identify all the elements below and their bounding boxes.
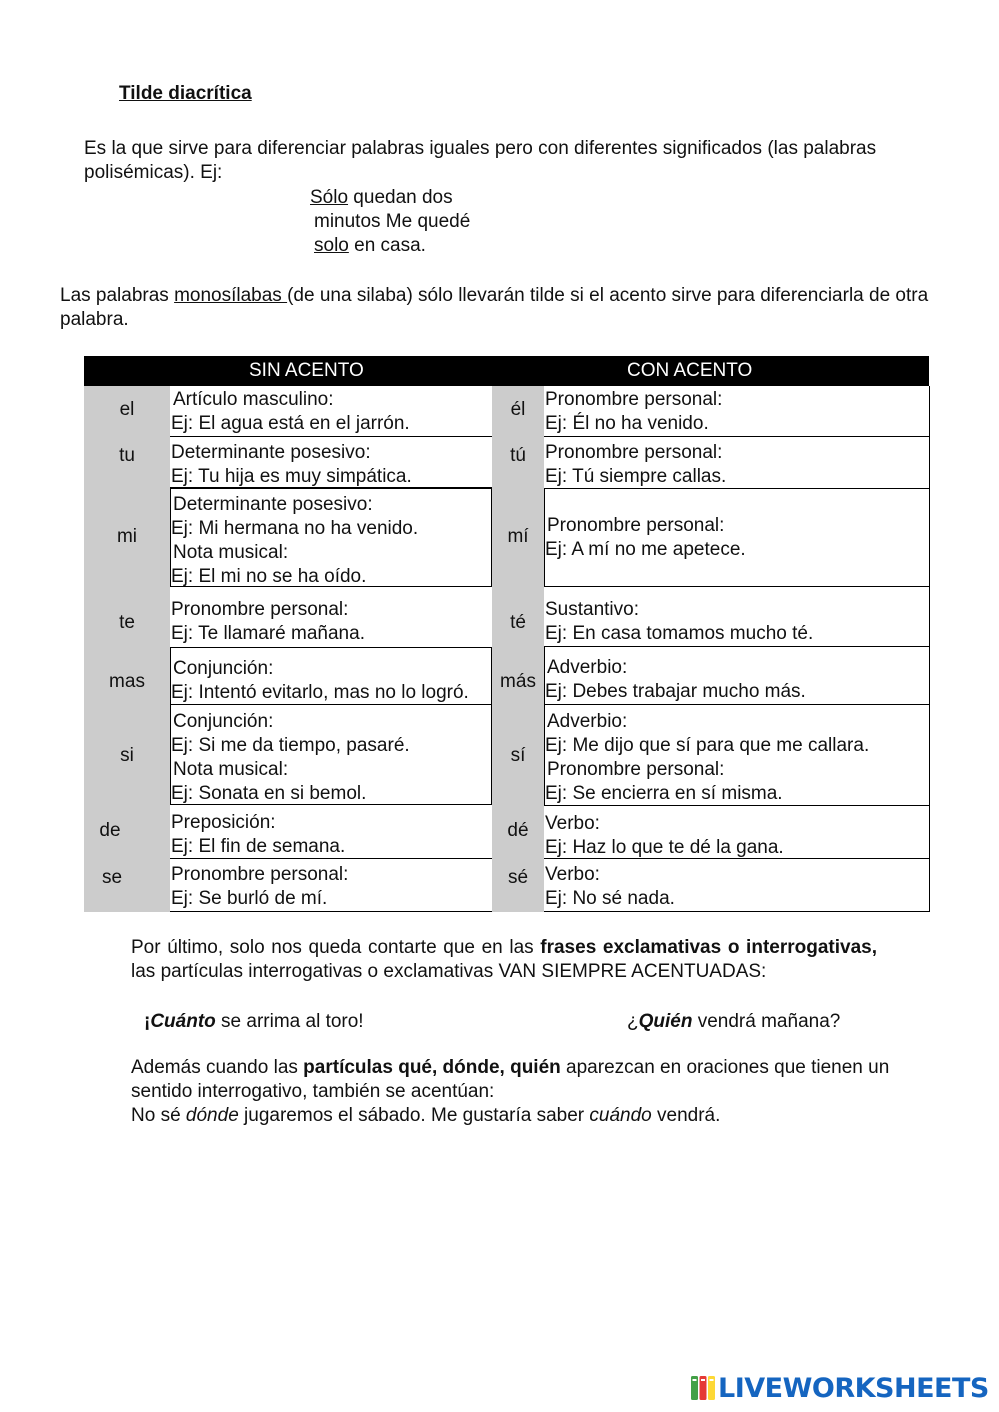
header-sin-acento: SIN ACENTO — [249, 360, 364, 381]
word-accented: más — [500, 671, 536, 692]
word-unaccented: te — [119, 612, 135, 633]
word-accented: té — [510, 612, 526, 633]
example-text: minutos Me quedé — [314, 211, 471, 232]
word-unaccented: tu — [119, 445, 135, 466]
word-unaccented: de — [99, 820, 121, 841]
table-row — [84, 437, 930, 488]
word-accented: mí — [507, 526, 529, 547]
word-unaccented: mas — [109, 671, 145, 692]
brand-name: LIVEWORKSHEETS — [718, 1373, 989, 1404]
word-unaccented: si — [120, 745, 134, 766]
word-unaccented: el — [119, 399, 135, 420]
question-example: ¿Quién vendrá mañana? — [627, 1011, 841, 1032]
intro-paragraph: Es la que sirve para diferenciar palabras iguales pero con diferentes significados (las palabras polisémicas). Ej: — [84, 138, 877, 183]
example-word-solo-accented: Sólo — [310, 187, 349, 208]
definition-cell: Pronombre personal: Ej: Tú siempre callas. — [544, 437, 930, 488]
definition-cell: Determinante posesivo: Ej: Mi hermana no ha venido. Nota musical: Ej: El mi no se ha oído. — [170, 488, 492, 587]
table-row — [84, 587, 930, 647]
extra-paragraph: Además cuando las partículas qué, dónde, quién aparezcan en oraciones que tienen un sentido interrogativo, también se acentúan: No sé dónde jugaremos el sábado. Me gustaría saber cuándo vendrá. — [131, 1057, 890, 1126]
definition-cell: Preposición: Ej: El fin de semana. — [170, 805, 492, 859]
word-accented: sé — [507, 867, 529, 888]
example-text: quedan dos — [348, 187, 453, 208]
definition-cell: Pronombre personal: Ej: Te llamaré mañana. — [171, 599, 365, 644]
definition-cell: Pronombre personal: Ej: Él no ha venido. — [544, 386, 930, 437]
definition-cell: Conjunción: Ej: Si me da tiempo, pasaré. Nota musical: Ej: Sonata en si bemol. — [170, 705, 492, 805]
word-unaccented: se — [101, 867, 123, 888]
word-accented: él — [510, 399, 526, 420]
table-row — [84, 705, 930, 805]
definition-cell: Conjunción: Ej: Intentó evitarlo, mas no lo logró. — [170, 647, 492, 705]
table-row — [84, 805, 930, 859]
definition-cell: Adverbio: Ej: Me dijo que sí para que me callara. Pronombre personal: Ej: Se encierra en sí misma. — [544, 705, 930, 805]
word-accented: tú — [510, 445, 526, 466]
table-row — [84, 386, 930, 437]
definition-cell: Pronombre personal: Ej: Se burló de mí. — [170, 859, 492, 912]
definition-cell: Adverbio: Ej: Debes trabajar mucho más. — [544, 647, 930, 705]
example-text: en casa. — [348, 235, 426, 256]
table-header — [84, 356, 929, 386]
definition-cell: Artículo masculino: Ej: El agua está en el jarrón. — [170, 386, 492, 437]
exclamation-example: ¡Cuánto se arrima al toro! — [144, 1011, 364, 1032]
intro-example — [310, 186, 490, 258]
table-row — [84, 488, 930, 587]
monosyllable-paragraph: Las palabras monosílabas (de una silaba) sólo llevarán tilde si el acento sirve para diferenciarla de otra palabra. — [60, 285, 929, 330]
definition-cell: Pronombre personal: Ej: A mí no me apetece. — [544, 488, 930, 587]
liveworksheets-icon — [691, 1376, 715, 1400]
word-accented: sí — [510, 745, 526, 766]
table-row — [84, 647, 930, 705]
monosyllable-term: monosílabas — [174, 285, 288, 306]
definition-cell: Verbo: Ej: Haz lo que te dé la gana. — [544, 805, 930, 859]
closing-paragraph: Por último, solo nos queda contarte que en las frases exclamativas o interrogativas, las partículas interrogativas o exclamativas VAN SIEMPRE ACENTUADAS: — [131, 937, 877, 982]
example-word-solo: solo — [314, 235, 349, 256]
definition-cell: Sustantivo: Ej: En casa tomamos mucho té. — [544, 587, 930, 647]
word-unaccented: mi — [116, 526, 138, 547]
header-con-acento: CON ACENTO — [627, 360, 753, 381]
definition-cell: Determinante posesivo: Ej: Tu hija es muy simpática. — [170, 437, 492, 488]
definition-cell: Verbo: Ej: No sé nada. — [544, 859, 930, 912]
page-title: Tilde diacrítica — [119, 83, 252, 104]
table-row — [84, 859, 930, 912]
word-accented: dé — [507, 820, 529, 841]
